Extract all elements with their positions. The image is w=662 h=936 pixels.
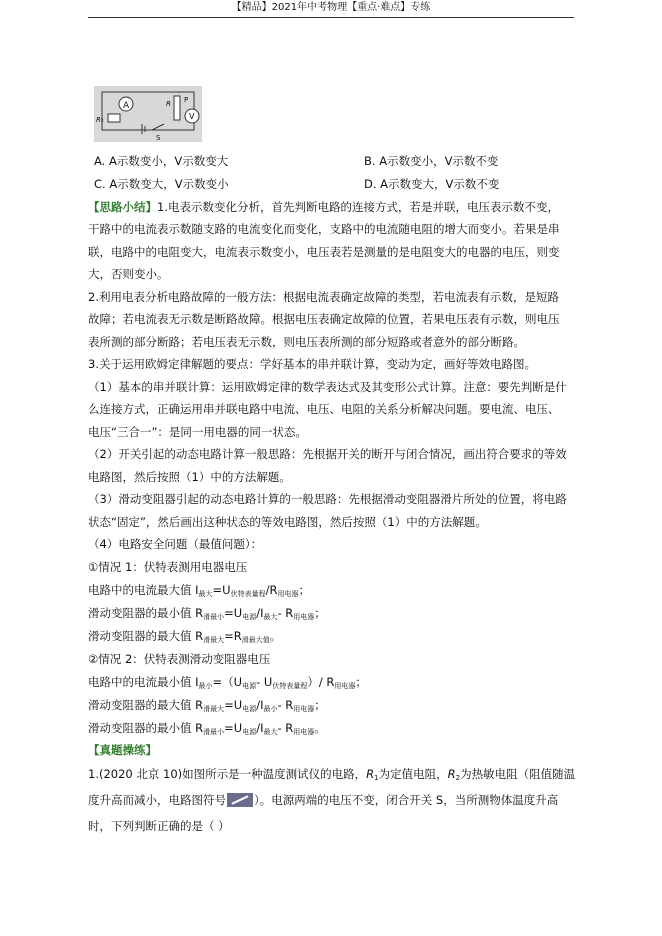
summary-line: （1）基本的串并联计算：运用欧姆定律的数学表达式及其变形公式计算。注意：要先判断是什 bbox=[88, 380, 567, 394]
summary-line: 状态“固定”，然后画出这种状态的等效电路图，然后按照（1）中的方法解题。 bbox=[88, 515, 487, 529]
summary-line bbox=[88, 199, 559, 215]
r1-label: R₁ bbox=[96, 116, 104, 124]
case-2-title: ②情况 2：伏特表测滑动变阻器电压 bbox=[88, 652, 271, 666]
question-line: 度升高而减小，电路图符号 ）。电源两端的电压不变，闭合开关 S，当所测物体温度升高 bbox=[88, 793, 559, 807]
formula-rheostat-min: 滑动变阻器的最小值 $R_{滑最小}=U_{电源}/I_{最大}-$ $R_{用电器}$； bbox=[88, 606, 326, 621]
circuit-diagram-svg bbox=[94, 86, 202, 142]
summary-tag: 【思路小结】 bbox=[88, 200, 157, 214]
case-1-title: ①情况 1：伏特表测用电器电压 bbox=[88, 560, 248, 574]
summary-line: 表所测的部分断路；若电压表无示数，则电压表所测的部分短路或者意外的部分断路。 bbox=[88, 335, 525, 349]
summary-line: 电路图，然后按照（1）中的方法解题。 bbox=[88, 470, 291, 484]
formula-current-min: 电路中的电流最小值 $I_{最小}=(U_{电源}-$ $U_{伏特表量程})/$ $R_{用电器}$； bbox=[88, 675, 367, 690]
summary-line: （2）开关引起的动态电路计算一般思路：先根据开关的断开与闭合情况，画出符合要求的等效 bbox=[88, 447, 567, 461]
summary-line: （3）滑动变阻器引起的动态电路计算的一般思路：先根据滑动变阻器滑片所处的位置，将电路 bbox=[88, 492, 567, 506]
question-line: 时，下列判断正确的是（ ） bbox=[88, 819, 230, 833]
resistor-r bbox=[174, 96, 180, 120]
summary-line: 故障；若电流表无示数是断路故障。根据电压表确定故障的位置，若果电压表有示数，则电压 bbox=[88, 312, 560, 326]
summary-line: 3.关于运用欧姆定律解题的要点：学好基本的串并联计算，变动为定，画好等效电路图。 bbox=[88, 357, 536, 371]
option-a: A. A示数变小，V示数变大 bbox=[94, 154, 229, 168]
summary-line: 么连接方式，正确运用串并联电路中电流、电压、电阻的关系分析解决问题。要电流、电压、 bbox=[88, 402, 560, 416]
question-line: 1.(2020 北京 10)如图所示是一种温度测试仪的电路，$R_1$为定值电阻，$R_2$为热敏电阻（阻值随温 bbox=[88, 767, 576, 782]
r-label: R bbox=[166, 100, 171, 108]
summary-line: 2.利用电表分析电路故障的一般方法：根据电流表确定故障的类型，若电流表有示数，是短路 bbox=[88, 290, 559, 304]
summary-line: 大，否则变小。 bbox=[88, 267, 169, 281]
exam-tag: 【真题操练】 bbox=[88, 743, 157, 757]
switch-label: S bbox=[156, 134, 161, 142]
summary-line: 电压“三合一”：是同一用电器的同一状态。 bbox=[88, 425, 307, 439]
formula-current-max: 电路中的电流最大值 $I_{最大}=U_{伏特表量程}/R_{用电器}$； bbox=[88, 583, 310, 598]
voltmeter-label: V bbox=[189, 112, 195, 121]
resistor-r1 bbox=[108, 114, 120, 122]
summary-text: 1.电表示数变化分析，首先判断电路的连接方式，若是并联，电压表示数不变， bbox=[157, 200, 559, 214]
p-label: P bbox=[184, 96, 189, 104]
option-d: D. A示数变大，V示数不变 bbox=[364, 177, 500, 191]
circuit-diagram bbox=[94, 86, 202, 142]
page-header: 【精品】2021年中考物理【重点·难点】专练 bbox=[88, 0, 574, 18]
formula-rheostat-max: 滑动变阻器的最大值 $R_{滑最大}=R_{滑最大值}$。 bbox=[88, 629, 282, 644]
switch-lever bbox=[152, 124, 164, 130]
ammeter-label: A bbox=[123, 101, 130, 111]
option-b: B. A示数变小，V示数不变 bbox=[364, 154, 499, 168]
option-c: C. A示数变大，V示数变小 bbox=[94, 177, 229, 191]
summary-line: （4）电路安全问题（最值问题）： bbox=[88, 537, 263, 551]
summary-line: 干路中的电流表示数随支路的电流变化而变化，支路中的电流随电阻的增大而变小。若果是串 bbox=[88, 222, 560, 236]
summary-line: 联，电路中的电阻变大，电流表示数变小，电压表若是测量的是电阻变大的电器的电压，则变 bbox=[88, 245, 560, 259]
thermistor-symbol-icon bbox=[227, 793, 253, 807]
formula-rheostat-max-2: 滑动变阻器的最大值 $R_{滑最大}=U_{电源}/I_{最小}-$ $R_{用电器}$； bbox=[88, 698, 326, 713]
formula-rheostat-min-2: 滑动变阻器的最小值 $R_{滑最小}=U_{电源}/I_{最大}-$ $R_{用电器}$。 bbox=[88, 721, 326, 736]
